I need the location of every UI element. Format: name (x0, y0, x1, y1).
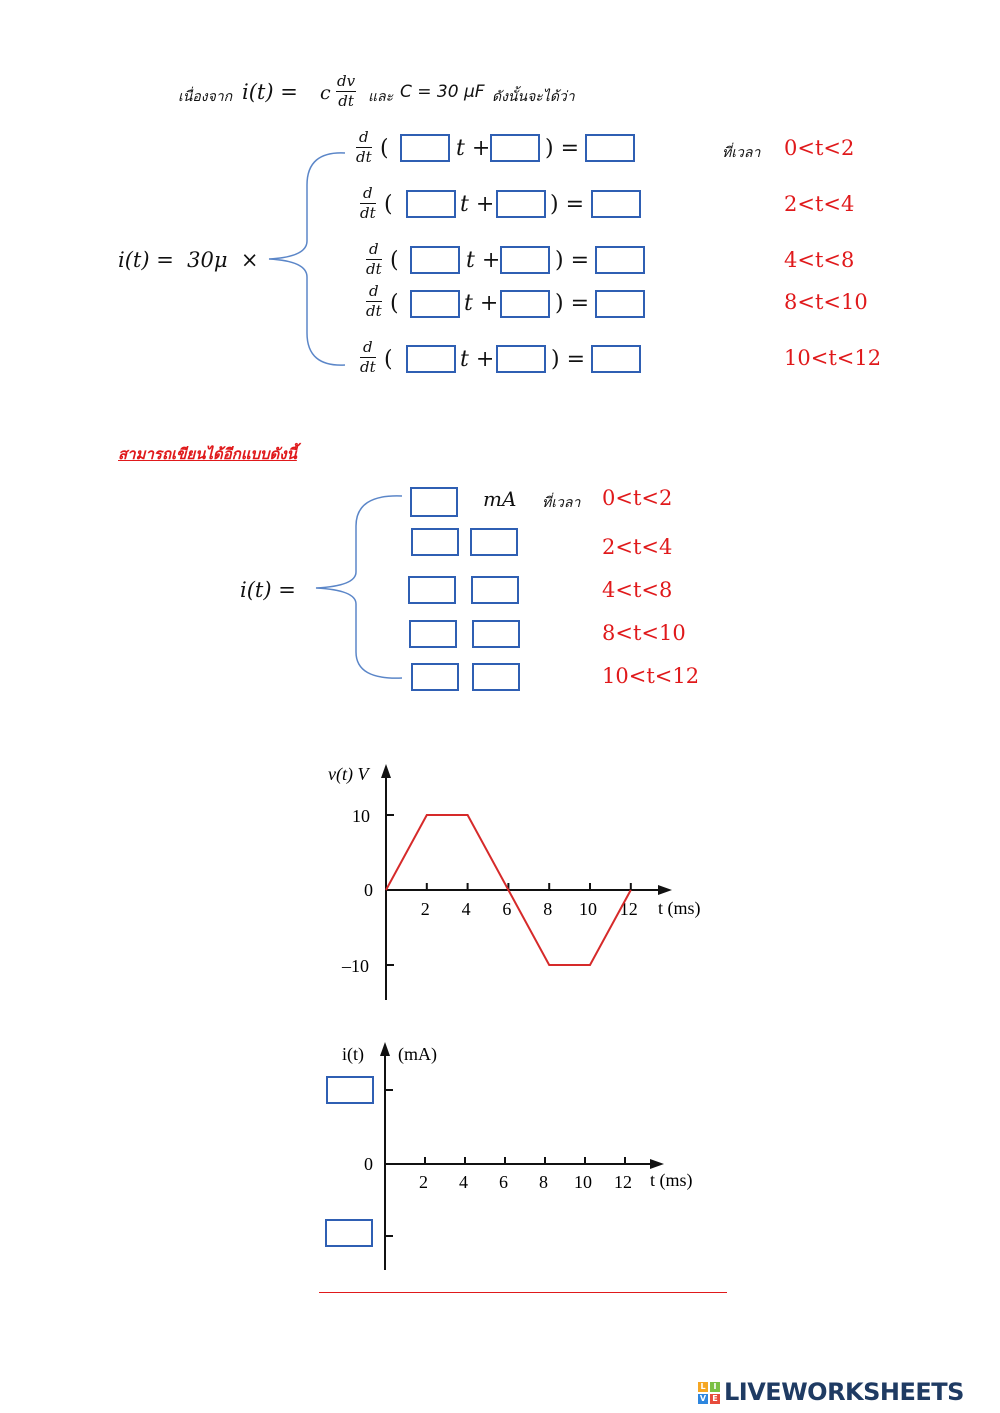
v-xtick-label: 2 (420, 899, 430, 919)
coef-a-input-1[interactable] (400, 134, 450, 162)
v-xtick-label: 4 (461, 899, 471, 919)
intro-line (178, 72, 638, 120)
ddt-1: d dt (356, 128, 372, 166)
close-eq-2: ) = (550, 192, 585, 217)
intro-and: และ (368, 89, 394, 105)
result-input-2[interactable] (591, 190, 641, 218)
v-xtick-label: 6 (502, 899, 512, 919)
ddt-2: d dt (360, 184, 376, 222)
range2-5: 10<t<12 (602, 664, 700, 688)
range2-3: 4<t<8 (602, 578, 673, 602)
logo-mini-grid (698, 1382, 720, 1404)
section2-heading: สามารถเขียนได้อีกแบบดังนี้ (118, 445, 297, 463)
current-input-5a[interactable] (411, 663, 459, 691)
range-5: 10<t<12 (784, 346, 882, 370)
open-paren-1: ( (380, 136, 389, 161)
coef-b-input-5[interactable] (496, 345, 546, 373)
logo-mini-e: E (710, 1394, 720, 1404)
coef-a-input-5[interactable] (406, 345, 456, 373)
t-plus-1: t + (456, 136, 491, 161)
range-4: 8<t<10 (784, 290, 868, 314)
result-input-3[interactable] (595, 246, 645, 274)
current-lower-level-input[interactable] (325, 1219, 373, 1247)
result-input-5[interactable] (591, 345, 641, 373)
v-ylabel: v(t) V (328, 764, 369, 784)
t-plus-5: t + (460, 347, 495, 372)
open-paren-2: ( (384, 192, 393, 217)
ddt-5: d dt (360, 338, 376, 376)
result-input-1[interactable] (585, 134, 635, 162)
coef-b-input-1[interactable] (490, 134, 540, 162)
i-yunit: (mA) (398, 1044, 437, 1064)
section2-brace (310, 490, 410, 690)
liveworksheets-logo (698, 1380, 994, 1408)
section1-lhs: i(t) = 30μ × (118, 248, 259, 272)
section1-brace (265, 145, 355, 375)
i-xlabel: t (ms) (650, 1170, 693, 1190)
ddt-4: d dt (366, 282, 382, 320)
range2-1: 0<t<2 (602, 486, 673, 510)
coef-a-input-2[interactable] (406, 190, 456, 218)
t-plus-3: t + (466, 248, 501, 273)
range2-2: 2<t<4 (602, 535, 673, 559)
range-3: 4<t<8 (784, 248, 855, 272)
intro-c: c (320, 82, 331, 104)
open-paren-5: ( (384, 347, 393, 372)
i-xtick-label: 4 (459, 1172, 468, 1192)
i-xtick-label: 12 (614, 1172, 632, 1192)
range2-4: 8<t<10 (602, 621, 686, 645)
current-input-4b[interactable] (472, 620, 520, 648)
t-plus-4: t + (464, 291, 499, 316)
i-ylabel: i(t) (342, 1044, 364, 1064)
unit-ma: mA (483, 487, 517, 511)
logo-mini-i: I (710, 1382, 720, 1392)
coef-b-input-2[interactable] (496, 190, 546, 218)
v-xlabel: t (ms) (658, 898, 701, 918)
result-input-4[interactable] (595, 290, 645, 318)
current-input-3b[interactable] (471, 576, 519, 604)
current-input-3a[interactable] (408, 576, 456, 604)
v-xtick-label: 10 (579, 899, 597, 919)
intro-dvdt: dv dt (337, 72, 356, 110)
i-xtick-label: 2 (419, 1172, 428, 1192)
v-xtick-label: 8 (543, 899, 553, 919)
t-plus-2: t + (460, 192, 495, 217)
coef-a-input-3[interactable] (410, 246, 460, 274)
intro-prefix: เนื่องจาก (178, 89, 233, 105)
coef-b-input-4[interactable] (500, 290, 550, 318)
current-chart (320, 1038, 720, 1278)
logo-text: LIVEWORKSHEETS (724, 1378, 964, 1406)
coef-b-input-3[interactable] (500, 246, 550, 274)
close-eq-1: ) = (545, 136, 580, 161)
current-input-2a[interactable] (411, 528, 459, 556)
intro-lhs: i(t) = (242, 80, 298, 104)
intro-cap: C = 30 μF (400, 82, 485, 102)
current-input-5b[interactable] (472, 663, 520, 691)
divider-line (319, 1292, 727, 1293)
v-ytick-neg10: –10 (342, 956, 369, 976)
i-y-arrow (380, 1042, 390, 1056)
coef-a-input-4[interactable] (410, 290, 460, 318)
open-paren-3: ( (390, 248, 399, 273)
v-x-arrow (658, 885, 672, 895)
open-paren-4: ( (390, 291, 399, 316)
section2-at-time: ที่เวลา (542, 495, 581, 511)
i-x-arrow (650, 1159, 664, 1169)
intro-suffix: ดังนั้นจะได้ว่า (492, 89, 575, 105)
section1-at-time: ที่เวลา (722, 145, 761, 161)
v-xtick-label: 12 (619, 899, 638, 919)
v-ytick-0: 0 (364, 880, 373, 900)
voltage-chart (320, 760, 720, 1010)
i-xtick-label: 6 (499, 1172, 508, 1192)
range-2: 2<t<4 (784, 192, 855, 216)
v-ytick-10: 10 (352, 806, 370, 826)
i-xtick-label: 10 (574, 1172, 592, 1192)
i-ytick-0: 0 (364, 1154, 373, 1174)
i-xtick-label: 8 (539, 1172, 548, 1192)
logo-mini-l: L (698, 1382, 708, 1392)
close-eq-4: ) = (555, 291, 590, 316)
current-input-2b[interactable] (470, 528, 518, 556)
current-upper-level-input[interactable] (326, 1076, 374, 1104)
close-eq-5: ) = (551, 347, 586, 372)
logo-mini-v: V (699, 1394, 707, 1403)
v-y-arrow (381, 764, 391, 778)
current-input-4a[interactable] (409, 620, 457, 648)
section2-lhs: i(t) = (240, 578, 296, 602)
ddt-3: d dt (366, 240, 382, 278)
current-input-1a[interactable] (410, 487, 458, 517)
close-eq-3: ) = (555, 248, 590, 273)
range-1: 0<t<2 (784, 136, 855, 160)
